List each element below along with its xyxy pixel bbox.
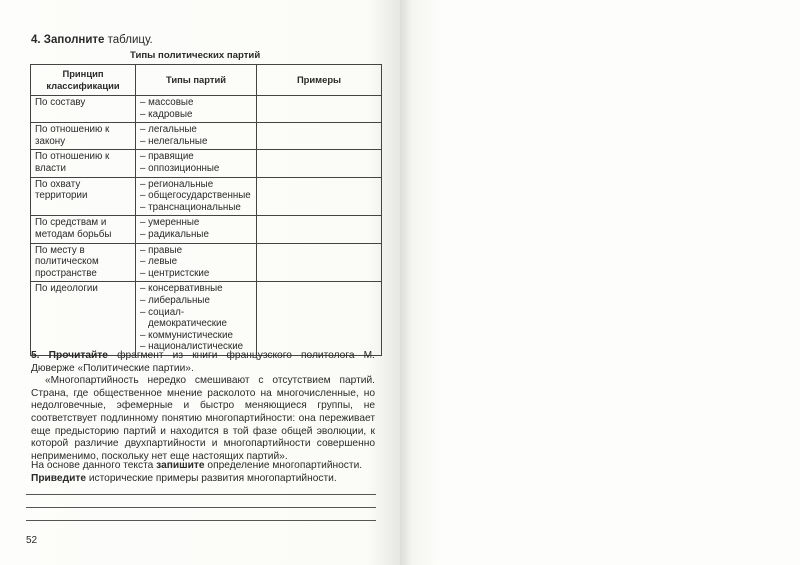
table-row xyxy=(31,150,382,177)
instruction-text: На основе данного текста xyxy=(31,460,157,471)
instruction-verb: Приведите xyxy=(31,472,86,484)
type-item: – умеренные xyxy=(140,217,200,229)
type-item: – кадровые xyxy=(140,108,193,120)
examples-cell[interactable] xyxy=(257,150,382,177)
principle-cell: По средствам и методам борьбы xyxy=(31,216,136,243)
principle-cell: По составу xyxy=(31,96,136,123)
answer-line[interactable] xyxy=(26,494,376,495)
task-5-instructions xyxy=(31,460,375,485)
table-row xyxy=(31,282,382,356)
type-item: – левые xyxy=(140,256,178,268)
answer-line[interactable] xyxy=(26,507,376,508)
table-header-row xyxy=(31,65,382,96)
principle-cell: По отношению к закону xyxy=(31,123,136,150)
instruction-verb: запишите xyxy=(156,460,205,471)
examples-cell[interactable] xyxy=(257,282,382,356)
table-row xyxy=(31,216,382,243)
type-item: – радикальные xyxy=(140,228,209,240)
types-cell xyxy=(136,123,257,150)
type-item: – консервативные xyxy=(140,283,223,295)
party-types-table xyxy=(30,64,382,356)
type-item: – оппозиционные xyxy=(140,162,220,174)
examples-cell[interactable] xyxy=(257,123,382,150)
type-item: – транснациональные xyxy=(140,201,241,213)
principle-cell: По отношению к власти xyxy=(31,150,136,177)
type-item: – социал-демократические xyxy=(140,306,227,330)
table-row xyxy=(31,123,382,150)
principle-cell: По месту в политическом пространстве xyxy=(31,243,136,282)
types-cell xyxy=(136,216,257,243)
table-row xyxy=(31,243,382,282)
principle-cell: По идеологии xyxy=(31,282,136,356)
task-5-instruction-a xyxy=(31,460,375,473)
task-4-rest: таблицу. xyxy=(104,34,153,46)
examples-cell[interactable] xyxy=(257,177,382,216)
types-cell xyxy=(136,150,257,177)
task-5-instruction-b xyxy=(31,473,375,486)
table-row xyxy=(31,96,382,123)
type-item: – нелегальные xyxy=(140,135,208,147)
types-cell xyxy=(136,177,257,216)
task-5-verb: Прочитайте xyxy=(48,350,108,361)
examples-cell[interactable] xyxy=(257,243,382,282)
page-number: 52 xyxy=(26,535,38,546)
types-cell xyxy=(136,282,257,356)
type-item: – массовые xyxy=(140,97,194,108)
header-examples: Примеры xyxy=(257,65,382,96)
type-item: – правящие xyxy=(140,151,194,163)
header-types: Типы партий xyxy=(136,65,257,96)
type-item: – общегосударственные xyxy=(140,190,251,202)
instruction-text: определение многопартийности. xyxy=(204,460,363,471)
header-principle: Принцип классификации xyxy=(31,65,136,96)
types-cell xyxy=(136,96,257,123)
examples-cell[interactable] xyxy=(257,216,382,243)
task-5-number: 5. xyxy=(31,350,40,361)
right-page xyxy=(400,0,800,565)
task-4-verb: Заполните xyxy=(43,34,105,46)
task-5 xyxy=(31,350,375,463)
duverger-quote: «Многопартийность нередко смешивают с отсутствием партий. Страна, где общественное мнение расколото на многочисленные, но недолговечные, эфемерные и быстро меняющиеся группы, не соответствует подлинному понятию многопартийности: она переживает еще предысторию партий и находится в той фазе общей эволюции, к которой различие двухпартийности и многопартийности совершенно неприменимо, поскольку нет еще настоящих партий». xyxy=(31,375,375,462)
table-caption: Типы политических партий xyxy=(130,50,261,61)
task-4-heading xyxy=(31,33,153,47)
type-item: – правые xyxy=(140,244,183,256)
table-row xyxy=(31,177,382,216)
type-item: – националистические xyxy=(140,341,244,353)
type-item: – коммунистические xyxy=(140,329,233,341)
type-item: – либеральные xyxy=(140,294,210,306)
principle-cell: По охвату территории xyxy=(31,177,136,216)
type-item: – центристские xyxy=(140,267,210,279)
types-cell xyxy=(136,243,257,282)
type-item: – легальные xyxy=(140,124,197,136)
answer-line[interactable] xyxy=(26,520,376,521)
type-item: – региональные xyxy=(140,178,214,190)
examples-cell[interactable] xyxy=(257,96,382,123)
instruction-text: исторические примеры развития многопартийности. xyxy=(86,472,337,484)
task-5-heading xyxy=(31,350,375,375)
task-4-number: 4. xyxy=(31,34,41,46)
task-5-rest: фрагмент из книги французского политолога М. Дюверже «Политические партии». xyxy=(31,350,375,374)
